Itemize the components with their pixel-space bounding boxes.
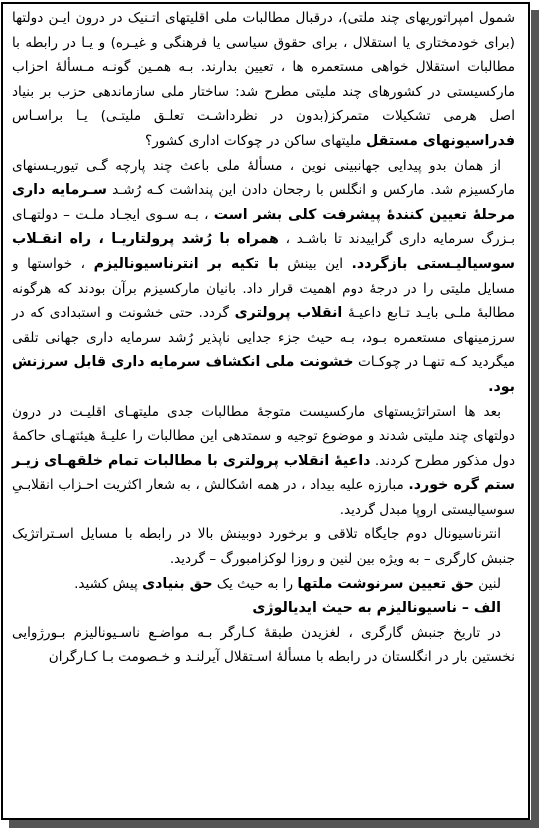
text-run: این بینش <box>278 255 352 272</box>
bold-phrase: حق بنیادی <box>142 575 213 592</box>
text-run: ، خواستها و مسایل ملیتی را در درجهٔ دوم اهمیت قرار داد. بانیان مارکسیزم برآن بودند که هرگونه مطالبهٔ ملـی بایـد تـابع داعیـهٔ <box>12 255 515 322</box>
bold-phrase: انقلاب پرولتری <box>234 305 343 322</box>
bold-phrase: حق تعیین سرنوشت ملتها <box>297 575 474 592</box>
bold-phrase: سـرمایه داری مرحلهٔ تعیین کنندهٔ پیشرفت کلی بشر است <box>12 182 515 223</box>
section-heading <box>12 596 515 621</box>
text-run: بعد ها استراتژیستهای مارکسیست متوجهٔ مطالبات جدی ملیتهـای اقلیـت در درون دولتهای چند ملیتی شدند و موضوع توجیه و سمتدهی این مطالبات را علیـهٔ هیئتهـای حاکمهٔ دول مذکور مطرح کردند. <box>12 403 515 469</box>
paragraph-4 <box>12 522 515 571</box>
bold-phrase: همراه با رُشد پرولتاریـا ، راه انقـلاب سوسیالیـستی بازگردد. <box>12 231 515 272</box>
text-run: پیش کشید. <box>74 575 143 592</box>
text-run: ملیتهای ساکن در چوکات اداری کشور؟ <box>145 132 366 149</box>
paragraph-2 <box>12 154 515 400</box>
text-run: را به حیث یک <box>212 575 298 592</box>
text-run: ، بـه سـوی ایجـاد ملـت – دولتهـای بـزرگ سرمایه داری گراییدند تا باشـد ، <box>12 206 515 248</box>
text-run: مبارزه علیه بیداد ، در همه اشکالش ، به شعار اکثریت احـزاب انقلابـیِ سوسیالیستی اروپا مبدل گردید. <box>12 477 515 518</box>
page-shadow-bottom <box>9 820 539 828</box>
paragraph-1 <box>12 6 515 154</box>
page-shadow-right <box>531 10 539 828</box>
text-run: شمول امپراتوریهای چند ملتی)، درقبال مطالبات ملی اقلیتهای اتـنیک در درون ایـن دولتها (برای خودمختاری یا استقلال ، برای حقوق سیاسی یا فرهنگی و غیـره) و یـا در رابطه با مطالبات استقلال خواهی مستعمره ها ، تعیین بدارند. بـه همـین گونـه مـسألهٔ احزاب مارکسیستی در کشورهای چند ملیتی مطرح شد: ساختار ملی سازماندهی حزب بر بنیاد اصل هرمی تشکیلات متمرکز(بدون در نظرداشـت تعلـق ملیتـی) یـا براسـاس <box>12 10 515 125</box>
bold-phrase: فدراسیونهای مستقل <box>365 132 515 149</box>
bold-phrase: با تکیه بر انترناسیونالیزم <box>93 255 279 272</box>
paragraph-3 <box>12 400 515 523</box>
bold-phrase: الف – ناسیونالیزم به حیث ایدیالوژی <box>252 600 501 617</box>
paragraph-6 <box>12 621 515 670</box>
text-run: لنین <box>473 575 501 592</box>
text-run: گردد. حتی خشونت و استبدادی که در سرزمینهای مستعمره بـود، بـه حیث جزء جدایی ناپذیر رُشد سرمایه داری جهانی تلقی میگردید کـه تنهـا در چوکـات <box>12 305 515 371</box>
text-run: در تاریخ جنبش گارگری ، لغزیدن طبقهٔ کـارگر بـه مواضـع ناسـیونالیزم بـورژوایی نخستین بار در انگلستان در رابطه با مسألهٔ اسـتقلال آیرلنـد و خـصومت بـا کـارگران <box>12 624 515 666</box>
text-run: از همان بدو پیدایی جهانبینی نوین ، مسألهٔ ملی باعث چند پارچه گـی تیوریـسنهای مارکسیزم شد. مارکس و انگلس با رجحان دادن این پنداشت کـه رُشـد <box>12 157 515 199</box>
document-body <box>12 6 515 670</box>
text-run: انترناسیونال دوم جایگاه تلاقی و برخورد دوبینش بالا در رابطه با مسایل اسـتراتژیک جنبش کارگری – به ویژه بین لنین و روزا لوکزامبورگ – گردید. <box>12 526 515 568</box>
paragraph-5 <box>12 572 515 597</box>
bold-phrase: خشونت ملی انکشاف سرمایه داری قابل سرزنش بود. <box>12 354 515 395</box>
bold-phrase: داعیهٔ انقلاب پرولتری با مطالبات تمام خلقهـای زیـر ستم گره خورد. <box>12 452 515 494</box>
